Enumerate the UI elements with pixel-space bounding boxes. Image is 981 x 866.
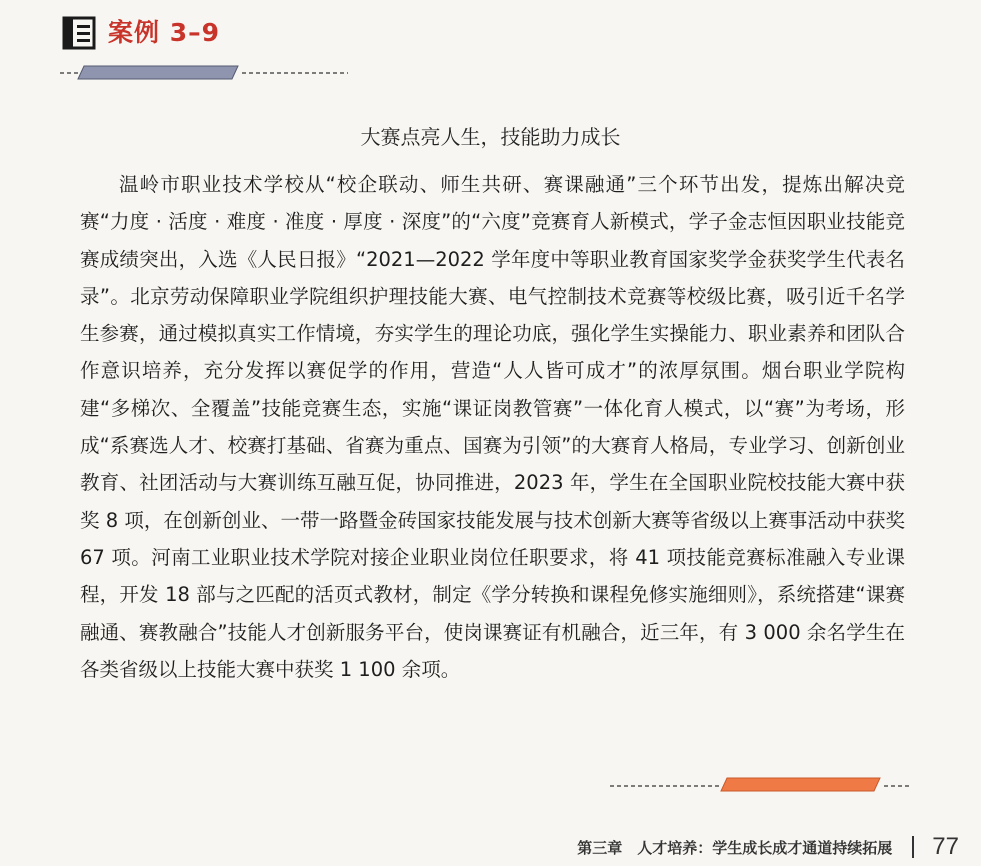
top-decoration-divider [60, 62, 350, 82]
article-title: 大赛点亮人生，技能助力成长 [360, 125, 621, 149]
bottom-decoration-divider [610, 775, 910, 795]
article-body: 温岭市职业技术学校从“校企联动、师生共研、赛课融通”三个环节出发，提炼出解决竞赛“力度 · 活度 · 难度 · 准度 · 厚度 · 深度”的“六度”竞赛育人新模式，学子金志恒因职业技能竞赛成绩突出，入选《人民日报》“2021—2022 学年度中等职业教育国家奖学金获奖学生代表名录”。北京劳动保障职业学院组织护理技能大赛、电气控制技术竞赛等校级比赛，吸引近千名学生参赛，通过模拟真实工作情境，夯实学生的理论功底，强化学生实操能力、职业素养和团队合作意识培养，充分发挥以赛促学的作用，营造“人人皆可成才”的浓厚氛围。烟台职业学院构建“多梯次、全覆盖”技能竞赛生态，实施“课证岗教管赛”一体化育人模式，以“赛”为考场，形成“系赛选人才、校赛打基础、省赛为重点、国赛为引领”的大赛育人格局，专业学习、创新创业教育、社团活动与大赛训练互融互促，协同推进，2023 年，学生在全国职业院校技能大赛中获奖 8 项，在创新创业、一带一路暨金砖国家技能发展与技术创新大赛等省级以上赛事活动中获奖 67 项。河南工业职业技术学院对接企业职业岗位任职要求，将 41 项技能竞赛标准融入专业课程，开发 18 部与之匹配的活页式教材，制定《学分转换和课程免修实施细则》，系统搭建“课赛融通、赛教融合”技能人才创新服务平台，使岗课赛证有机融合，近三年，有 3 000 余名学生在各类省级以上技能大赛中获奖 1 100 余项。 [80, 173, 905, 681]
footer-chapter-title: 第三章 人才培养：学生成长成才通道持续拓展 [577, 838, 893, 857]
case-title: 案例 3–9 [108, 18, 220, 47]
page-footer [577, 832, 959, 862]
document-case-icon [62, 16, 96, 50]
case-header [62, 16, 220, 50]
page-number: 77 [932, 833, 959, 860]
footer-divider [912, 836, 914, 858]
